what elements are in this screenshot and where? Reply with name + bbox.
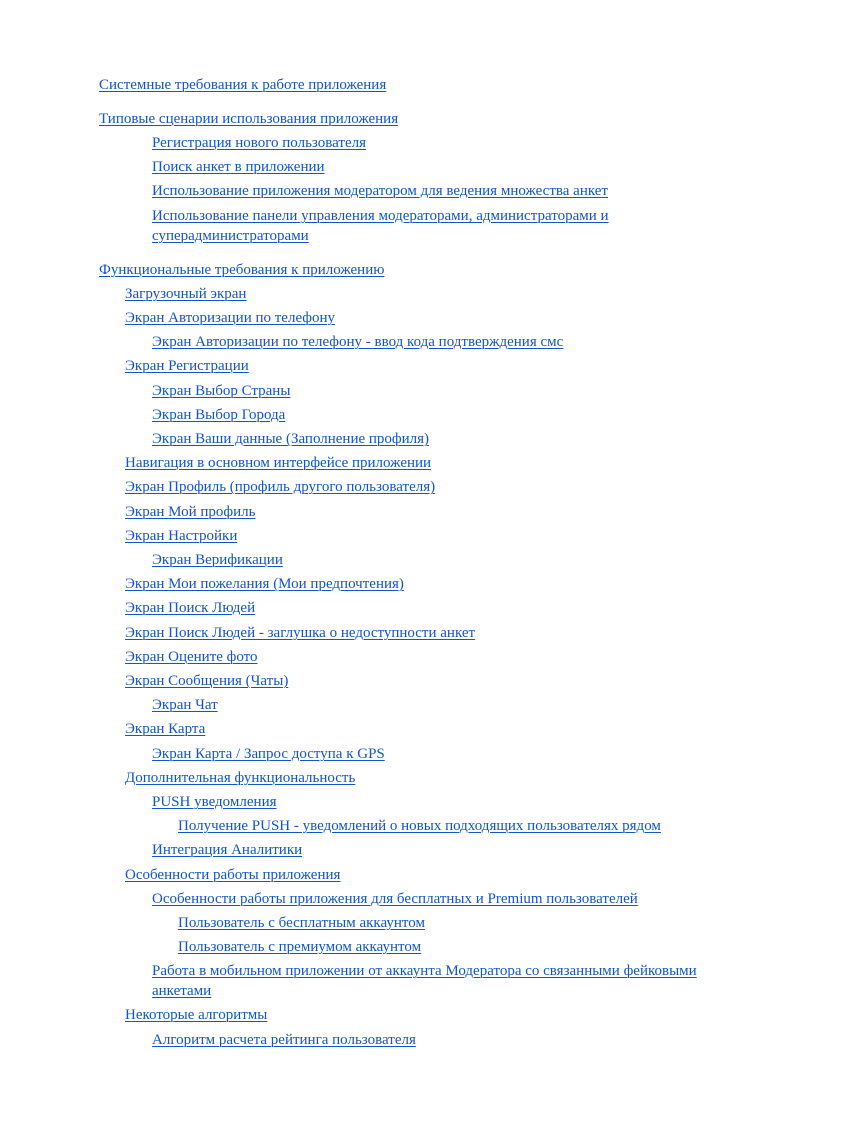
toc-link-settings[interactable]: Экран Настройки <box>125 528 238 544</box>
toc-link-loading-screen[interactable]: Загрузочный экран <box>125 286 247 302</box>
toc-link-admin-panel[interactable]: Использование панели управления модераторами, администраторами и суперадминистраторами <box>152 208 609 244</box>
toc-link-registration-screen[interactable]: Экран Регистрации <box>125 358 249 374</box>
toc-link-phone-auth-sms-code[interactable]: Экран Авторизации по телефону - ввод кода подтверждения смс <box>152 334 564 350</box>
toc-link-new-user-registration[interactable]: Регистрация нового пользователя <box>152 135 367 151</box>
toc-link-phone-auth[interactable]: Экран Авторизации по телефону <box>125 310 336 326</box>
toc-link-system-requirements[interactable]: Системные требования к работе приложения <box>99 77 387 93</box>
toc-link-additional-functionality[interactable]: Дополнительная функциональность <box>125 770 356 786</box>
toc-link-people-search[interactable]: Экран Поиск Людей <box>125 600 256 616</box>
toc-link-push-notifications[interactable]: PUSH уведомления <box>152 794 277 810</box>
toc-link-verification[interactable]: Экран Верификации <box>152 552 283 568</box>
toc-link-main-navigation[interactable]: Навигация в основном интерфейсе приложении <box>125 455 432 471</box>
toc-link-moderator-fake-profiles[interactable]: Работа в мобильном приложении от аккаунта Модератора со связанными фейковыми анкетами <box>152 963 697 999</box>
toc-link-rating-algorithm[interactable]: Алгоритм расчета рейтинга пользователя <box>152 1032 416 1048</box>
toc-link-free-premium-features[interactable]: Особенности работы приложения для бесплатных и Premium пользователей <box>152 891 638 907</box>
toc-link-free-account-user[interactable]: Пользователь с бесплатным аккаунтом <box>178 915 425 931</box>
toc-link-my-profile[interactable]: Экран Мой профиль <box>125 504 256 520</box>
toc-link-premium-account-user[interactable]: Пользователь с премиумом аккаунтом <box>178 939 422 955</box>
toc-link-push-nearby-users[interactable]: Получение PUSH - уведомлений о новых подходящих пользователях рядом <box>178 818 661 834</box>
toc-link-map[interactable]: Экран Карта <box>125 721 206 737</box>
toc-link-my-preferences[interactable]: Экран Мои пожелания (Мои предпочтения) <box>125 576 404 592</box>
toc-link-usage-scenarios[interactable]: Типовые сценарии использования приложения <box>99 111 399 127</box>
toc-link-map-gps-request[interactable]: Экран Карта / Запрос доступа к GPS <box>152 746 385 762</box>
toc-link-some-algorithms[interactable]: Некоторые алгоритмы <box>125 1007 268 1023</box>
toc-link-moderator-usage[interactable]: Использование приложения модератором для ведения множества анкет <box>152 183 608 199</box>
toc-link-people-search-stub[interactable]: Экран Поиск Людей - заглушка о недоступности анкет <box>125 625 476 641</box>
toc-link-functional-requirements[interactable]: Функциональные требования к приложению <box>99 262 385 278</box>
toc-link-country-select[interactable]: Экран Выбор Страны <box>152 383 291 399</box>
toc-link-city-select[interactable]: Экран Выбор Города <box>152 407 286 423</box>
toc-link-your-data[interactable]: Экран Ваши данные (Заполнение профиля) <box>152 431 430 447</box>
toc-link-messages[interactable]: Экран Сообщения (Чаты) <box>125 673 289 689</box>
toc-link-rate-photo[interactable]: Экран Оцените фото <box>125 649 258 665</box>
toc-link-app-features[interactable]: Особенности работы приложения <box>125 867 341 883</box>
toc-link-profile-search[interactable]: Поиск анкет в приложении <box>152 159 325 175</box>
toc-link-other-profile[interactable]: Экран Профиль (профиль другого пользователя) <box>125 479 436 495</box>
toc-link-chat[interactable]: Экран Чат <box>152 697 218 713</box>
toc-link-analytics-integration[interactable]: Интеграция Аналитики <box>152 842 303 858</box>
